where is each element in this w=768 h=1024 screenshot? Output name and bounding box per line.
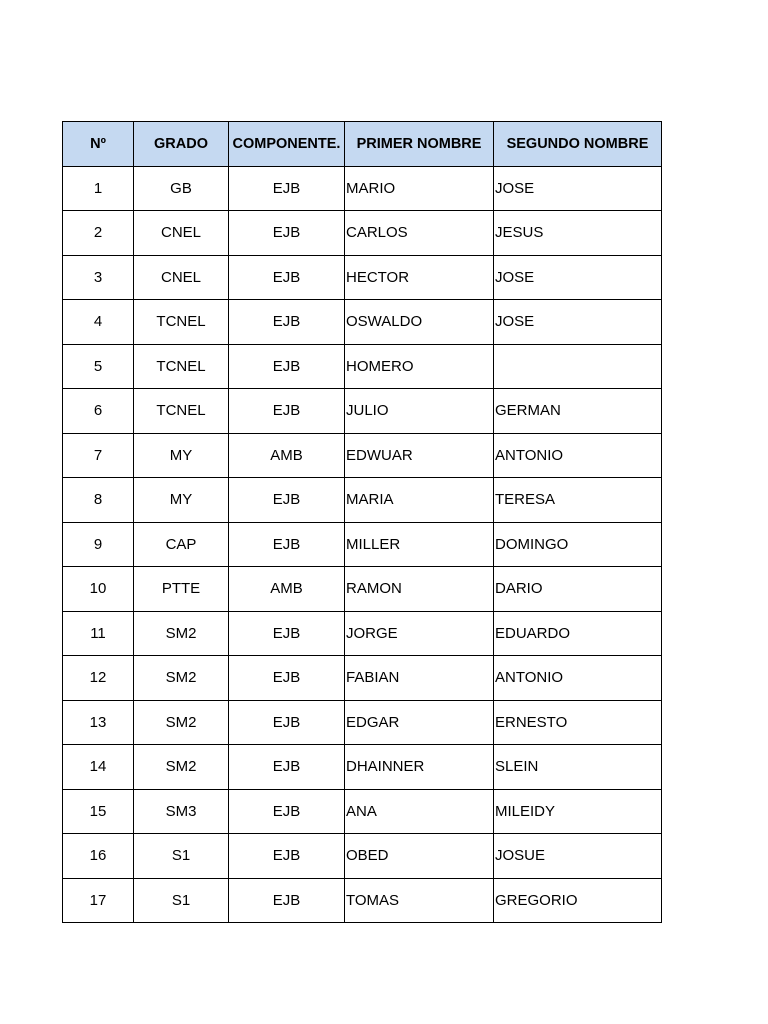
spreadsheet-page [62, 121, 662, 923]
cell-number: 8 [63, 478, 134, 523]
cell-grado: SM2 [134, 611, 229, 656]
cell-grado: CNEL [134, 211, 229, 256]
cell-grado: CNEL [134, 255, 229, 300]
cell-segundo-nombre: MILEIDY [494, 789, 662, 834]
cell-grado: TCNEL [134, 389, 229, 434]
cell-number: 15 [63, 789, 134, 834]
cell-number: 16 [63, 834, 134, 879]
cell-grado: MY [134, 433, 229, 478]
table-row [63, 611, 662, 656]
cell-grado: S1 [134, 878, 229, 923]
cell-segundo-nombre: TERESA [494, 478, 662, 523]
header-segundo-nombre: SEGUNDO NOMBRE [494, 122, 662, 167]
cell-grado: TCNEL [134, 344, 229, 389]
header-row [63, 122, 662, 167]
cell-componente: EJB [229, 789, 345, 834]
cell-number: 9 [63, 522, 134, 567]
header-number: Nº [63, 122, 134, 167]
cell-primer-nombre: MILLER [345, 522, 494, 567]
cell-segundo-nombre: JOSE [494, 166, 662, 211]
cell-componente: EJB [229, 478, 345, 523]
cell-primer-nombre: RAMON [345, 567, 494, 612]
table-row [63, 878, 662, 923]
cell-grado: MY [134, 478, 229, 523]
cell-primer-nombre: MARIO [345, 166, 494, 211]
cell-number: 5 [63, 344, 134, 389]
table-row [63, 211, 662, 256]
cell-componente: EJB [229, 300, 345, 345]
cell-grado: CAP [134, 522, 229, 567]
cell-grado: SM2 [134, 700, 229, 745]
table-row [63, 834, 662, 879]
cell-primer-nombre: ANA [345, 789, 494, 834]
cell-segundo-nombre: GREGORIO [494, 878, 662, 923]
cell-segundo-nombre [494, 344, 662, 389]
cell-primer-nombre: MARIA [345, 478, 494, 523]
cell-primer-nombre: HOMERO [345, 344, 494, 389]
cell-segundo-nombre: GERMAN [494, 389, 662, 434]
table-row [63, 389, 662, 434]
cell-segundo-nombre: JESUS [494, 211, 662, 256]
cell-primer-nombre: TOMAS [345, 878, 494, 923]
cell-number: 12 [63, 656, 134, 701]
cell-number: 11 [63, 611, 134, 656]
cell-grado: GB [134, 166, 229, 211]
table-row [63, 166, 662, 211]
cell-componente: EJB [229, 611, 345, 656]
cell-primer-nombre: JORGE [345, 611, 494, 656]
cell-number: 2 [63, 211, 134, 256]
cell-componente: EJB [229, 211, 345, 256]
cell-number: 13 [63, 700, 134, 745]
table-row [63, 255, 662, 300]
cell-componente: EJB [229, 656, 345, 701]
personnel-table [62, 121, 662, 923]
cell-segundo-nombre: SLEIN [494, 745, 662, 790]
cell-primer-nombre: OBED [345, 834, 494, 879]
cell-componente: AMB [229, 567, 345, 612]
cell-primer-nombre: JULIO [345, 389, 494, 434]
table-row [63, 344, 662, 389]
cell-segundo-nombre: EDUARDO [494, 611, 662, 656]
table-row [63, 522, 662, 567]
header-primer-nombre: PRIMER NOMBRE [345, 122, 494, 167]
cell-segundo-nombre: ERNESTO [494, 700, 662, 745]
cell-number: 7 [63, 433, 134, 478]
cell-segundo-nombre: JOSE [494, 255, 662, 300]
cell-componente: EJB [229, 344, 345, 389]
cell-componente: EJB [229, 745, 345, 790]
cell-number: 6 [63, 389, 134, 434]
cell-segundo-nombre: DARIO [494, 567, 662, 612]
cell-primer-nombre: HECTOR [345, 255, 494, 300]
table-row [63, 700, 662, 745]
header-grado: GRADO [134, 122, 229, 167]
cell-grado: SM2 [134, 745, 229, 790]
cell-segundo-nombre: JOSUE [494, 834, 662, 879]
cell-number: 10 [63, 567, 134, 612]
cell-componente: EJB [229, 166, 345, 211]
cell-grado: PTTE [134, 567, 229, 612]
cell-componente: EJB [229, 834, 345, 879]
cell-grado: TCNEL [134, 300, 229, 345]
cell-componente: EJB [229, 389, 345, 434]
cell-grado: S1 [134, 834, 229, 879]
cell-grado: SM2 [134, 656, 229, 701]
cell-primer-nombre: FABIAN [345, 656, 494, 701]
header-componente: COMPONENTE. [229, 122, 345, 167]
cell-primer-nombre: DHAINNER [345, 745, 494, 790]
table-row [63, 789, 662, 834]
cell-segundo-nombre: ANTONIO [494, 433, 662, 478]
table-body [63, 166, 662, 923]
cell-primer-nombre: EDWUAR [345, 433, 494, 478]
table-row [63, 567, 662, 612]
cell-componente: EJB [229, 878, 345, 923]
cell-componente: EJB [229, 522, 345, 567]
cell-primer-nombre: EDGAR [345, 700, 494, 745]
table-row [63, 300, 662, 345]
cell-number: 4 [63, 300, 134, 345]
cell-segundo-nombre: ANTONIO [494, 656, 662, 701]
cell-number: 14 [63, 745, 134, 790]
cell-segundo-nombre: JOSE [494, 300, 662, 345]
table-row [63, 433, 662, 478]
cell-number: 1 [63, 166, 134, 211]
cell-grado: SM3 [134, 789, 229, 834]
cell-primer-nombre: OSWALDO [345, 300, 494, 345]
cell-primer-nombre: CARLOS [345, 211, 494, 256]
table-row [63, 656, 662, 701]
table-row [63, 745, 662, 790]
cell-componente: EJB [229, 700, 345, 745]
cell-number: 17 [63, 878, 134, 923]
cell-componente: AMB [229, 433, 345, 478]
table-row [63, 478, 662, 523]
cell-segundo-nombre: DOMINGO [494, 522, 662, 567]
cell-componente: EJB [229, 255, 345, 300]
cell-number: 3 [63, 255, 134, 300]
